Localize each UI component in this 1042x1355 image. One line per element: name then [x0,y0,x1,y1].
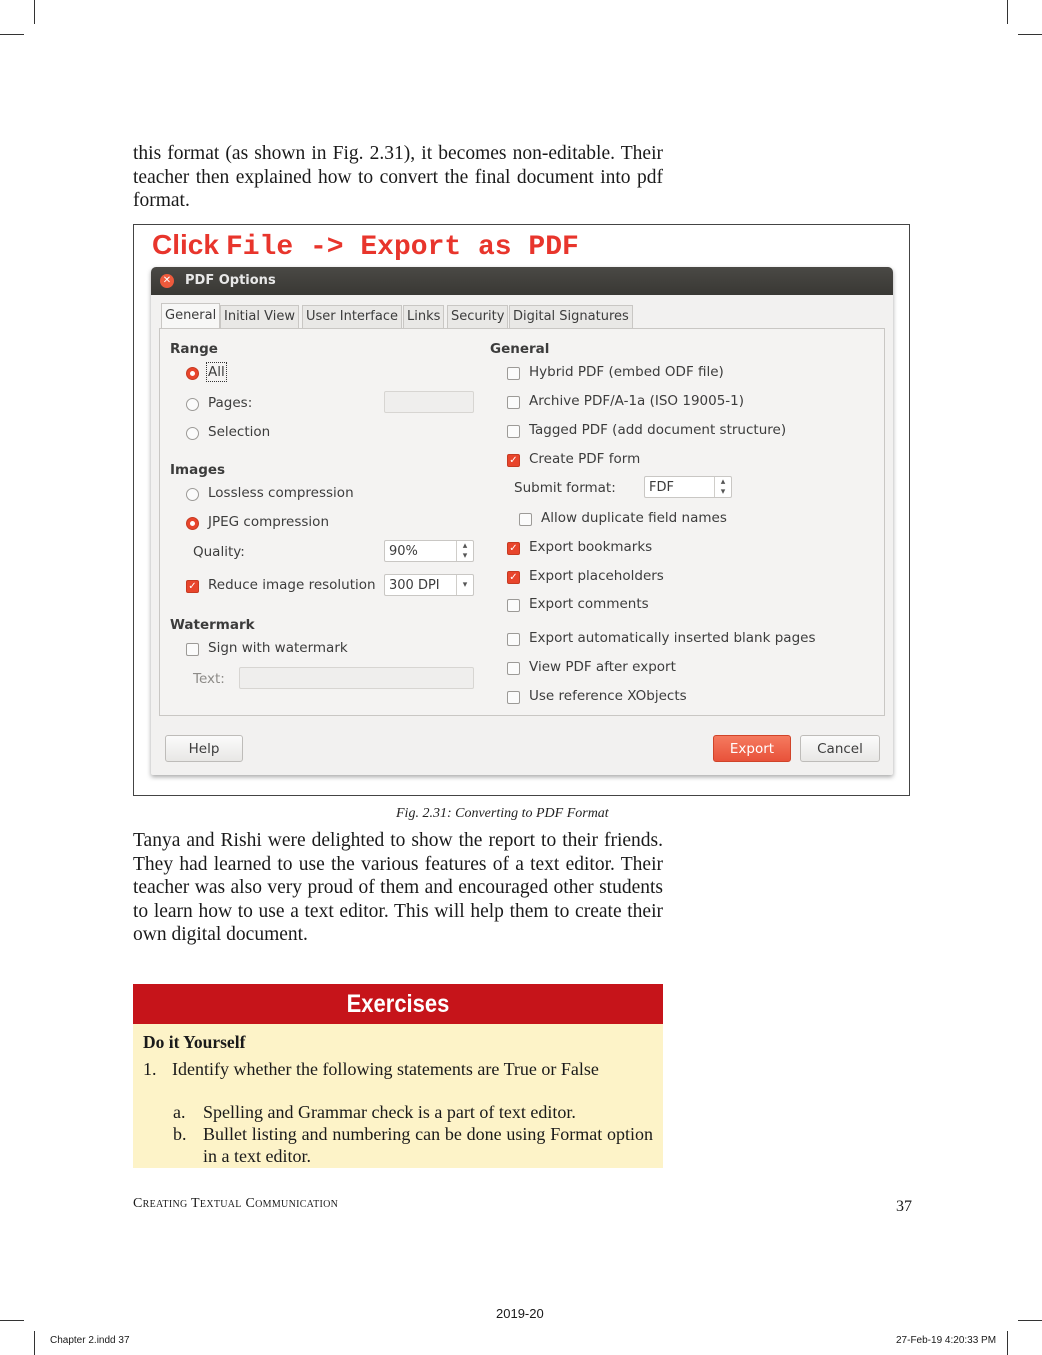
archive-label: Archive PDF/A-1a (ISO 19005-1) [529,393,745,409]
radio-jpeg[interactable] [186,517,199,530]
submit-format-dropdown[interactable] [644,476,732,498]
watermark-text-input[interactable] [239,667,474,689]
tab-security[interactable]: Security [447,305,508,328]
reduce-resolution-label: Reduce image resolution [208,577,376,593]
checkbox-sign-watermark[interactable] [186,643,199,656]
exercises-banner [133,984,663,1024]
checkbox-tagged[interactable] [507,425,520,438]
cancel-button[interactable]: Cancel [800,735,880,762]
quality-label: Quality: [193,544,245,560]
crop-mark [1018,1320,1042,1321]
tab-links[interactable]: Links [403,305,444,328]
spin-arrows-icon[interactable]: ▴ ▾ [456,541,473,561]
radio-pages-label: Pages: [208,395,253,411]
exercises-box [133,1024,663,1168]
question-number: 1. [143,1059,157,1079]
crop-mark [34,0,35,24]
chevron-down-icon: ▾ [456,575,473,595]
radio-all-label: All [208,364,225,380]
pages-input[interactable] [384,391,474,413]
create-form-label: Create PDF form [529,451,641,467]
figure-heading [152,229,579,263]
export-blank-label: Export automatically inserted blank pages [529,630,816,646]
radio-selection[interactable] [186,427,199,440]
watermark-text-label: Text: [193,671,225,687]
tab-initial-view[interactable]: Initial View [220,305,299,328]
tagged-label: Tagged PDF (add document structure) [529,422,787,438]
checkbox-use-xobjects[interactable] [507,691,520,704]
dialog-title: PDF Options [185,273,276,288]
export-placeholders-label: Export placeholders [529,568,664,584]
radio-lossless-label: Lossless compression [208,485,354,501]
resolution-dropdown[interactable] [384,574,474,596]
close-button[interactable] [160,274,174,288]
checkbox-export-comments[interactable] [507,599,520,612]
allow-duplicate-label: Allow duplicate field names [541,510,727,526]
help-button[interactable]: Help [165,735,243,762]
tab-user-interface[interactable]: User Interface [302,305,402,328]
watermark-heading: Watermark [170,617,255,633]
print-slug-left: Chapter 2.indd 37 [50,1335,130,1346]
tab-panel-general [159,328,885,716]
checkbox-export-blank[interactable] [507,633,520,646]
checkbox-allow-duplicate[interactable] [519,513,532,526]
second-paragraph: Tanya and Rishi were delighted to show the report to their friends. They had learned to use the various features of a text editor. Their teacher was also very proud of them and encouraged other students to learn how to use a text editor. This will help them to create their own digital document. [133,830,663,945]
pdf-options-dialog [151,267,893,775]
hybrid-label: Hybrid PDF (embed ODF file) [529,364,724,380]
question-text: Identify whether the following statements are True or False [172,1059,599,1079]
checkbox-archive[interactable] [507,396,520,409]
crop-mark [34,1331,35,1355]
footer-year: 2019-20 [496,1306,544,1321]
crop-mark [0,34,24,35]
images-heading: Images [170,462,226,478]
crop-mark [1018,34,1042,35]
checkbox-create-form[interactable]: ✓ [507,454,520,467]
figure-caption: Fig. 2.31: Converting to PDF Format [396,806,609,821]
item-a-label: a. [173,1102,186,1122]
page-number: 37 [896,1198,912,1215]
quality-value: 90% [389,544,418,559]
crop-mark [1007,1331,1008,1355]
tab-digital-signatures[interactable]: Digital Signatures [509,305,633,328]
intro-paragraph: this format (as shown in Fig. 2.31), it becomes non-editable. Their teacher then explained how to convert the final document into pdf format. [133,143,663,211]
radio-selection-label: Selection [208,424,271,440]
checkbox-export-placeholders[interactable]: ✓ [507,571,520,584]
quality-spinner[interactable] [384,540,474,562]
general-heading: General [490,341,550,357]
checkbox-view-after[interactable] [507,662,520,675]
exercises-title: Exercises [346,990,450,1018]
export-bookmarks-label: Export bookmarks [529,539,653,555]
tab-general[interactable]: General [161,303,220,330]
footer-chapter-title: Creating Textual Communication [133,1196,339,1211]
figure-heading-path: File -> Export as PDF [225,232,579,263]
submit-format-label: Submit format: [514,480,616,496]
export-comments-label: Export comments [529,596,649,612]
radio-all[interactable] [186,367,199,380]
export-button[interactable]: Export [713,735,791,762]
radio-lossless[interactable] [186,488,199,501]
exercises-subtitle: Do it Yourself [143,1032,246,1052]
crop-mark [0,1320,24,1321]
checkbox-export-bookmarks[interactable]: ✓ [507,542,520,555]
figure-box [133,224,910,796]
sign-watermark-label: Sign with watermark [208,640,348,656]
dialog-titlebar [151,267,893,295]
crop-mark [1007,0,1008,24]
item-a-text: Spelling and Grammar check is a part of text editor. [203,1102,576,1122]
use-xobjects-label: Use reference XObjects [529,688,687,704]
figure-heading-click: Click [152,229,219,260]
radio-pages[interactable] [186,398,199,411]
submit-format-value: FDF [649,480,674,495]
close-icon: ✕ [162,275,172,286]
checkbox-hybrid[interactable] [507,367,520,380]
range-heading: Range [170,341,218,357]
radio-jpeg-label: JPEG compression [208,514,329,530]
print-slug-right: 27-Feb-19 4:20:33 PM [896,1335,997,1346]
item-b-label: b. [173,1124,187,1144]
view-after-label: View PDF after export [529,659,676,675]
checkbox-reduce-resolution[interactable]: ✓ [186,580,199,593]
resolution-value: 300 DPI [389,578,440,593]
item-b-text: Bullet listing and numbering can be done using Format option in a text editor. [203,1124,653,1166]
spin-arrows-icon: ▴ ▾ [714,477,731,497]
